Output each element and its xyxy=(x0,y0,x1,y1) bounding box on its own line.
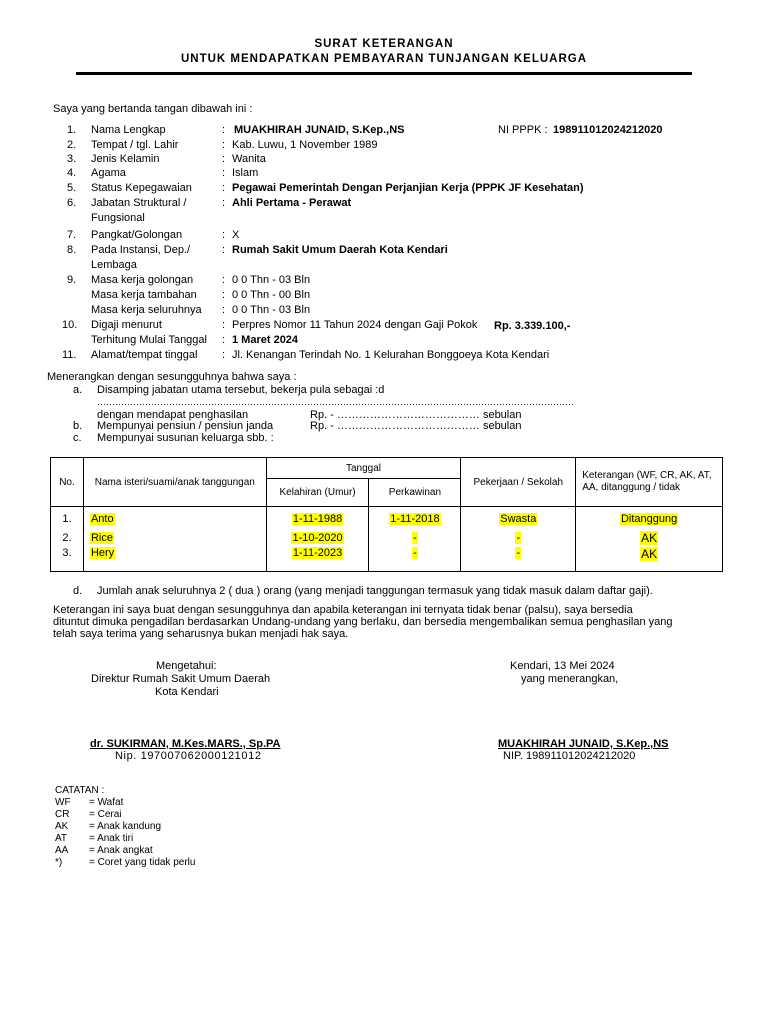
family-table xyxy=(50,457,723,572)
col-lahir-header: Kelahiran (Umur) xyxy=(266,479,369,507)
identity-row-no: 3. xyxy=(67,153,77,165)
intro-text: Saya yang bertanda tangan dibawah ini : xyxy=(53,103,253,115)
identity-row-value: MUAKHIRAH JUNAID, S.Kep.,NS xyxy=(234,124,405,136)
table-row xyxy=(51,507,723,529)
identity-row-value: Pegawai Pemerintah Dengan Perjanjian Kerja (PPPK JF Kesehatan) xyxy=(232,182,584,194)
identity-row-value: X xyxy=(232,229,240,241)
cell-kerja xyxy=(461,547,576,572)
income-value: Rp. - ………………………………… sebulan xyxy=(310,409,522,421)
note-desc: = Coret yang tidak perlu xyxy=(89,857,196,868)
identity-row-separator: : xyxy=(222,244,226,256)
cell-lahir-text: 1-10-2020 xyxy=(292,531,343,544)
sign-left-nip: Nip. 197007062000121012 xyxy=(115,750,262,762)
sign-left-line2: Direktur Rumah Sakit Umum Daerah xyxy=(91,673,271,685)
cell-no-text: 1. xyxy=(62,512,72,525)
col-tanggal-header: Tanggal xyxy=(266,458,461,479)
cell-ket xyxy=(576,507,723,529)
identity-row-no: 9. xyxy=(67,274,77,286)
item-b-text: Mempunyai pensiun / pensiun janda xyxy=(97,420,274,432)
col-ket-header xyxy=(576,458,723,507)
identity-row-label: Masa kerja golongan xyxy=(91,274,194,286)
identity-row-no: 8. xyxy=(67,244,77,256)
identity-row-no: 2. xyxy=(67,139,77,151)
identity-row-separator: : xyxy=(222,274,226,286)
identity-row-value: 1 Maret 2024 xyxy=(232,334,299,346)
identity-row-label: Pangkat/Golongan xyxy=(91,229,183,241)
cell-lahir-text: 1-11-2023 xyxy=(292,547,343,559)
identity-row-separator: : xyxy=(222,289,226,301)
identity-row-label: Status Kepegawaian xyxy=(91,182,192,194)
cell-kerja xyxy=(461,507,576,529)
sign-right-line1: Kendari, 13 Mei 2024 xyxy=(510,660,615,672)
cell-ket xyxy=(576,547,723,572)
identity-row-separator: : xyxy=(222,319,226,331)
statement-line-1: Keterangan ini saya buat dengan sesungguhnya dan apabila keterangan ini ternyata tidak benar (palsu), saya bersedia xyxy=(53,604,633,616)
col-ket-header-text: Keterangan (WF, CR, AK, AT, AA, ditanggung / tidak xyxy=(582,470,712,493)
identity-row-label: Pada Instansi, Dep./ xyxy=(91,244,191,256)
identity-row-value: Ahli Pertama - Perawat xyxy=(232,197,352,209)
cell-kawin-text: 1-11-2018 xyxy=(390,512,440,525)
sign-right-name: MUAKHIRAH JUNAID, S.Kep.,NS xyxy=(498,738,669,750)
declare-heading: Menerangkan dengan sesungguhnya bahwa saya : xyxy=(47,371,297,383)
cell-kerja-text: - xyxy=(516,547,521,559)
sign-right-line2: yang menerangkan, xyxy=(521,673,619,685)
cell-ket-text: AK xyxy=(641,547,658,561)
cell-lahir xyxy=(266,507,369,529)
identity-row-no: 11. xyxy=(62,349,77,361)
identity-row-label: Nama Lengkap xyxy=(91,124,166,136)
gaji-pokok-value: Rp. 3.339.100,- xyxy=(494,320,571,332)
cell-kawin xyxy=(369,528,461,547)
cell-ket-text: AK xyxy=(641,530,658,545)
cell-kawin-text: - xyxy=(413,531,417,544)
table-row xyxy=(51,547,723,572)
note-desc: = Anak angkat xyxy=(89,845,153,856)
cell-kawin xyxy=(369,507,461,529)
note-code: AT xyxy=(55,833,68,844)
item-c-text: Mempunyai susunan keluarga sbb. : xyxy=(97,432,274,444)
cell-name-text: Rice xyxy=(90,531,113,544)
income-label: dengan mendapat penghasilan xyxy=(97,409,249,421)
cell-ket-text: Ditanggung xyxy=(620,512,678,525)
identity-row-value: 0 0 Thn - 03 Bln xyxy=(232,304,311,316)
col-no-header: No. xyxy=(51,458,84,507)
cell-no-text: 2. xyxy=(62,531,72,544)
note-code: AA xyxy=(55,845,69,856)
item-b-no: b. xyxy=(73,420,83,432)
document-subtitle: UNTUK MENDAPATKAN PEMBAYARAN TUNJANGAN KELUARGA xyxy=(180,53,588,65)
nippk-value: 198911012024212020 xyxy=(553,124,663,136)
cell-lahir xyxy=(266,528,369,547)
cell-no xyxy=(51,507,84,529)
item-d-text: Jumlah anak seluruhnya 2 ( dua ) orang (yang menjadi tanggungan termasuk yang tidak masuk dalam daftar gaji). xyxy=(97,585,653,597)
identity-row-label: Digaji menurut xyxy=(91,319,162,331)
note-code: WF xyxy=(55,797,71,808)
cell-no-text: 3. xyxy=(62,547,72,559)
identity-row-separator: : xyxy=(222,304,226,316)
identity-row-label: Masa kerja tambahan xyxy=(91,289,197,301)
identity-row-value: 0 0 Thn - 00 Bln xyxy=(232,289,311,301)
identity-row-label-cont: Lembaga xyxy=(91,259,137,271)
note-desc: = Anak kandung xyxy=(89,821,162,832)
dotted-line: …………………………………………………………………………………………………………………………………………… xyxy=(97,397,574,407)
cell-name xyxy=(83,547,266,572)
col-name-header: Nama isteri/suami/anak tanggungan xyxy=(83,458,266,507)
sign-left-line1: Mengetahui: xyxy=(156,660,217,672)
statement-line-3: telah saya terima yang seharusnya bukan menjadi hak saya. xyxy=(53,628,349,640)
cell-kawin xyxy=(369,547,461,572)
cell-lahir xyxy=(266,547,369,572)
document-title: SURAT KETERANGAN xyxy=(314,38,454,50)
sign-left-line3: Kota Kendari xyxy=(155,686,219,698)
identity-row-separator: : xyxy=(222,124,226,136)
identity-row-separator: : xyxy=(222,139,226,151)
cell-no xyxy=(51,547,84,572)
identity-row-separator: : xyxy=(222,229,226,241)
identity-row-separator: : xyxy=(222,349,226,361)
cell-name xyxy=(83,507,266,529)
item-c-no: c. xyxy=(73,432,82,444)
identity-row-no: 1. xyxy=(67,124,77,136)
identity-row-label: Agama xyxy=(91,167,126,179)
notes-heading: CATATAN : xyxy=(55,785,105,796)
cell-lahir-text: 1-11-1988 xyxy=(292,512,343,525)
identity-row-value: 0 0 Thn - 03 Bln xyxy=(232,274,311,286)
note-code: *) xyxy=(55,857,63,868)
item-a-text: Disamping jabatan utama tersebut, bekerja pula sebagai :d xyxy=(97,384,385,396)
cell-kerja-text: Swasta xyxy=(500,512,537,525)
identity-row-no: 4. xyxy=(67,167,77,179)
statement-line-2: dituntut dimuka pengadilan berdasarkan Undang-undang yang berlaku, dan bersedia mengembalikan semua penghasilan yang xyxy=(53,616,673,628)
identity-row-value: Islam xyxy=(232,167,259,179)
nippk-label: NI PPPK : xyxy=(498,124,548,136)
identity-row-label-cont: Fungsional xyxy=(91,212,145,224)
identity-row-value: Kab. Luwu, 1 November 1989 xyxy=(232,139,378,151)
cell-name-text: Anto xyxy=(90,512,114,525)
identity-row-separator: : xyxy=(222,334,226,346)
sign-right-nip: NIP. 198911012024212020 xyxy=(503,750,636,762)
identity-row-label: Jabatan Struktural / xyxy=(91,197,187,209)
identity-row-label: Masa kerja seluruhnya xyxy=(91,304,202,316)
identity-row-label: Tempat / tgl. Lahir xyxy=(91,139,179,151)
identity-row-separator: : xyxy=(222,167,226,179)
identity-row-label: Jenis Kelamin xyxy=(91,153,160,165)
identity-row-separator: : xyxy=(222,153,226,165)
sign-left-name: dr. SUKIRMAN, M.Kes.MARS., Sp.PA xyxy=(90,738,281,750)
item-a-no: a. xyxy=(73,384,83,396)
col-kerja-header: Pekerjaan / Sekolah xyxy=(461,458,576,507)
cell-kawin-text: - xyxy=(413,547,417,559)
header-rule xyxy=(76,72,692,75)
col-kawin-header: Perkawinan xyxy=(369,479,461,507)
identity-row-value: Jl. Kenangan Terindah No. 1 Kelurahan Bonggoeya Kota Kendari xyxy=(232,349,550,361)
identity-row-no: 6. xyxy=(67,197,77,209)
note-desc: = Wafat xyxy=(89,797,124,808)
note-code: CR xyxy=(55,809,70,820)
identity-row-no: 5. xyxy=(67,182,77,194)
pension-value: Rp. - ………………………………… sebulan xyxy=(310,420,522,432)
item-d-no: d. xyxy=(73,585,83,597)
cell-name-text: Hery xyxy=(90,547,115,559)
identity-row-label: Alamat/tempat tinggal xyxy=(91,349,198,361)
identity-row-value: Perpres Nomor 11 Tahun 2024 dengan Gaji Pokok xyxy=(232,319,478,331)
identity-row-value: Rumah Sakit Umum Daerah Kota Kendari xyxy=(232,244,448,256)
cell-name xyxy=(83,528,266,547)
identity-row-separator: : xyxy=(222,182,226,194)
cell-ket xyxy=(576,528,723,547)
identity-row-no: 7. xyxy=(67,229,77,241)
note-desc: = Anak tiri xyxy=(89,833,134,844)
cell-no xyxy=(51,528,84,547)
note-code: AK xyxy=(55,821,69,832)
note-desc: = Cerai xyxy=(89,809,122,820)
identity-row-value: Wanita xyxy=(232,153,266,165)
identity-row-label: Terhitung Mulai Tanggal xyxy=(91,334,207,346)
cell-kerja-text: - xyxy=(516,531,521,544)
table-row xyxy=(51,528,723,547)
cell-kerja xyxy=(461,528,576,547)
identity-row-no: 10. xyxy=(62,319,78,331)
identity-row-separator: : xyxy=(222,197,226,209)
